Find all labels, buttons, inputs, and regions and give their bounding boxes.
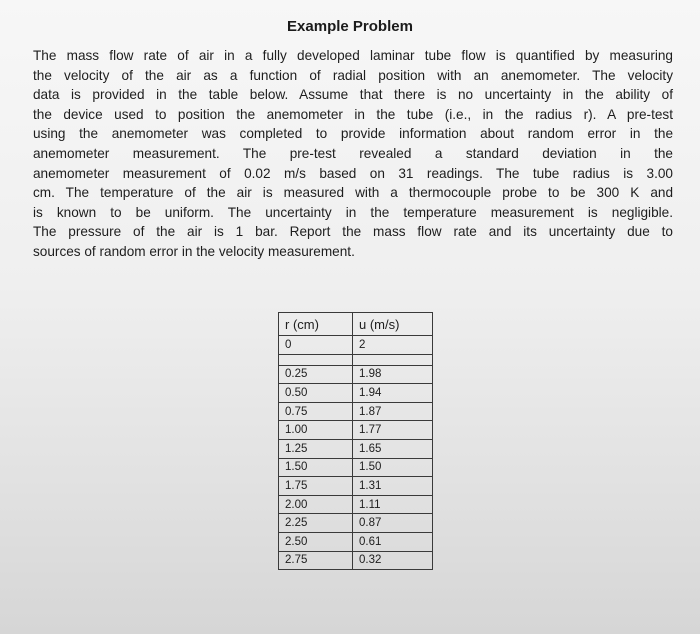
cell-empty (279, 354, 353, 365)
problem-line: is known to be uniform. The uncertainty in the temperature measurement is negligible. (33, 204, 673, 220)
table-row (279, 458, 433, 477)
table-spacer-row (279, 354, 433, 365)
header-velocity: u (m/s) (353, 313, 433, 336)
table-row (279, 439, 433, 458)
cell-velocity: 1.98 (353, 365, 433, 384)
table-row (279, 402, 433, 421)
problem-line: sources of random error in the velocity measurement. (33, 243, 355, 259)
table-row (279, 514, 433, 533)
problem-statement (33, 46, 673, 262)
table-row (279, 477, 433, 496)
cell-empty (353, 354, 433, 365)
cell-radius: 2.25 (279, 514, 353, 533)
problem-line: The mass flow rate of air in a fully developed laminar tube flow is quantified by measuring (33, 48, 673, 63)
header-radius: r (cm) (279, 313, 353, 336)
problem-line: data is provided in the table below. Assume that there is no uncertainty in the ability of (33, 87, 673, 103)
table-row (279, 421, 433, 440)
cell-radius: 2.75 (279, 551, 353, 570)
table-row (279, 551, 433, 570)
cell-radius: 2.00 (279, 495, 353, 514)
table-row (279, 384, 433, 403)
cell-velocity: 1.31 (353, 477, 433, 496)
cell-velocity: 2 (353, 336, 433, 355)
cell-velocity: 1.87 (353, 402, 433, 421)
table-row (279, 336, 433, 355)
problem-line: anemometer measurement. The pre-test revealed a standard deviation in the (33, 145, 673, 161)
cell-velocity: 1.11 (353, 495, 433, 514)
cell-radius: 0.50 (279, 384, 353, 403)
table-row (279, 532, 433, 551)
velocity-data-table (278, 312, 433, 570)
cell-radius: 0.25 (279, 365, 353, 384)
cell-velocity: 1.65 (353, 439, 433, 458)
cell-radius: 1.25 (279, 439, 353, 458)
cell-velocity: 0.87 (353, 514, 433, 533)
cell-velocity: 1.77 (353, 421, 433, 440)
problem-line: the device used to position the anemometer in the tube (i.e., in the radius r). A pre-test (33, 106, 673, 122)
table-row (279, 365, 433, 384)
problem-line: the velocity of the air as a function of radial position with an anemometer. The velocity (33, 67, 673, 83)
cell-radius: 0 (279, 336, 353, 355)
table-header-row (279, 313, 433, 336)
problem-title: Example Problem (287, 18, 413, 35)
cell-radius: 0.75 (279, 402, 353, 421)
cell-velocity: 0.61 (353, 532, 433, 551)
table-row (279, 495, 433, 514)
problem-line: anemometer measurement of 0.02 m/s based on 31 readings. The tube radius is 3.00 (33, 165, 673, 181)
cell-radius: 1.00 (279, 421, 353, 440)
cell-radius: 2.50 (279, 532, 353, 551)
problem-line: cm. The temperature of the air is measured with a thermocouple probe to be 300 K and (33, 185, 673, 201)
cell-radius: 1.50 (279, 458, 353, 477)
problem-line: using the anemometer was completed to provide information about random error in the (33, 126, 673, 142)
cell-velocity: 1.94 (353, 384, 433, 403)
cell-velocity: 1.50 (353, 458, 433, 477)
cell-radius: 1.75 (279, 477, 353, 496)
problem-line: The pressure of the air is 1 bar. Report the mass flow rate and its uncertainty due to (33, 224, 673, 240)
cell-velocity: 0.32 (353, 551, 433, 570)
